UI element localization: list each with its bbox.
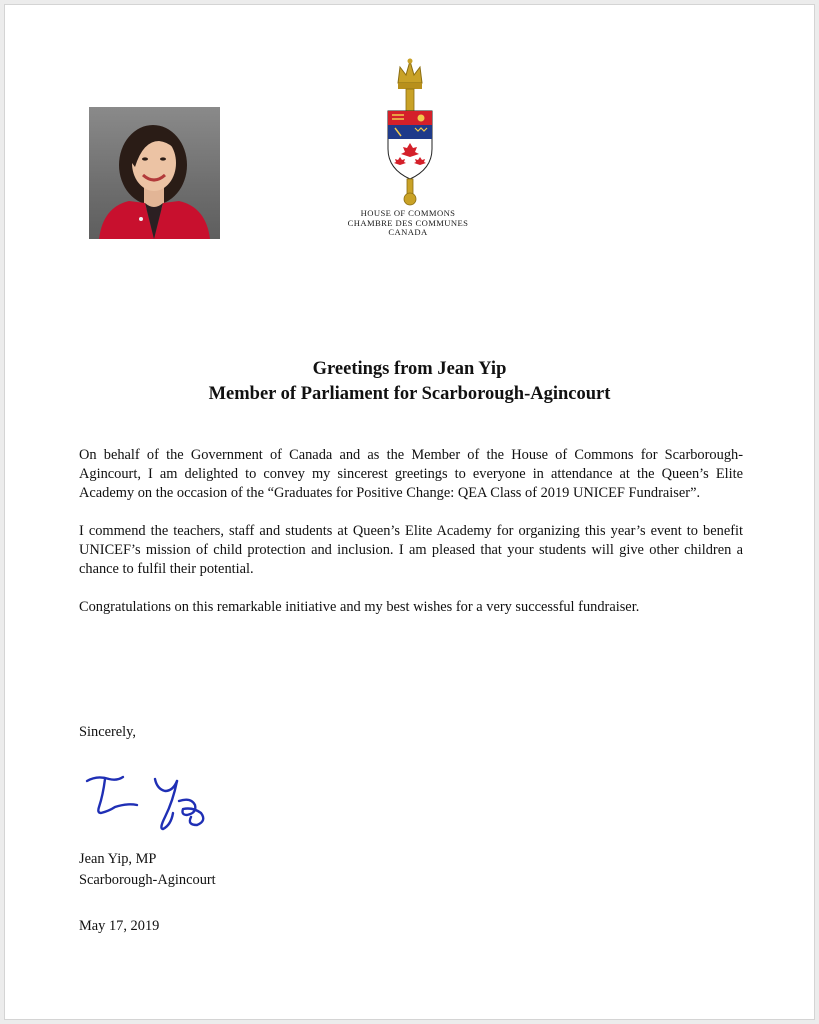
letter-page — [4, 4, 815, 1020]
letter-body — [79, 446, 743, 636]
signer-riding: Scarborough-Agincourt — [79, 872, 216, 888]
heading-line-1: Greetings from Jean Yip — [312, 359, 507, 379]
letterhead-text — [323, 209, 493, 238]
heading-line-2: Member of Parliament for Scarborough-Agincourt — [208, 384, 611, 404]
body-paragraph-1: On behalf of the Government of Canada and as the Member of the House of Commons for Scarborough-Agincourt, I am delighted to convey my sincerest greetings to everyone in attendance at the Queen’s Elite Academy on the occasion of the “Graduates for Positive Change: QEA Class of 2019 UNICEF Fundraiser”. — [79, 447, 743, 501]
handwritten-signature — [79, 767, 219, 839]
institution-en: HOUSE OF COMMONS — [360, 208, 456, 218]
country-name: CANADA — [388, 227, 428, 237]
letter-heading — [5, 357, 814, 407]
signer-name: Jean Yip, MP — [79, 851, 157, 867]
body-paragraph-3: Congratulations on this remarkable initiative and my best wishes for a very successful fundraiser. — [79, 599, 640, 615]
mp-portrait-photo — [89, 107, 220, 239]
signer-block — [79, 849, 216, 891]
letter-date: May 17, 2019 — [79, 918, 160, 934]
house-of-commons-emblem — [382, 57, 438, 207]
body-paragraph-2: I commend the teachers, staff and students at Queen’s Elite Academy for organizing this year’s event to benefit UNICEF’s mission of child protection and inclusion. I am pleased that your students will give other children a chance to fulfil their potential. — [79, 523, 743, 577]
institution-fr: CHAMBRE DES COMMUNES — [347, 217, 469, 228]
closing-salutation: Sincerely, — [79, 724, 137, 740]
